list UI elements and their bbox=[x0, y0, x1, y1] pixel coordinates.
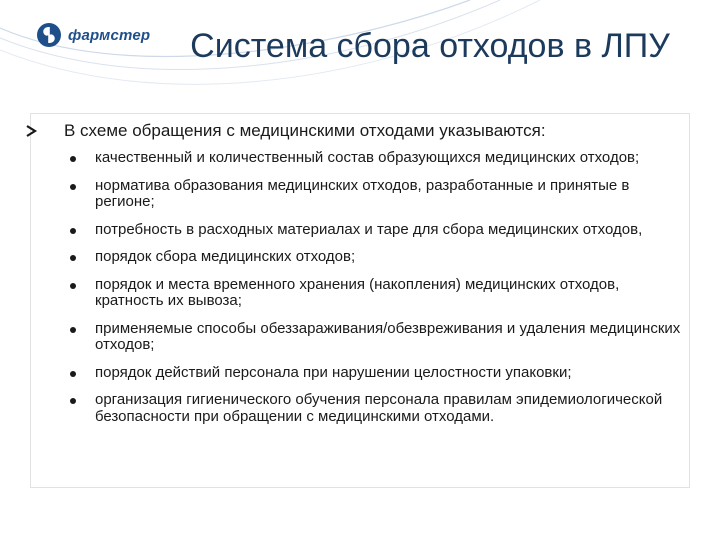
page-title: Система сбора отходов в ЛПУ bbox=[190, 27, 670, 65]
list-item bbox=[70, 178, 690, 211]
list-item bbox=[70, 365, 690, 382]
list-item-text: качественный и количественный состав образующихся медицинских отходов; bbox=[95, 149, 640, 166]
dot-bullet-icon bbox=[70, 255, 76, 261]
list-item-text: норматива образования медицинских отходов, разработанные и принятые в регионе; bbox=[95, 176, 630, 210]
dot-bullet-icon bbox=[70, 398, 76, 404]
logo-text: фармстер bbox=[68, 26, 151, 44]
list-item-text: порядок сбора медицинских отходов; bbox=[95, 248, 356, 265]
pharmaster-logo-icon bbox=[36, 22, 62, 48]
list-item-text: организация гигиенического обучения персонала правилам эпидемиологической безопасности при обращении с медицинскими отходами. bbox=[95, 391, 663, 425]
list-item-text: применяемые способы обеззараживания/обезвреживания и удаления медицинских отходов; bbox=[95, 319, 681, 353]
dot-bullet-icon bbox=[70, 283, 76, 289]
dot-bullet-icon bbox=[70, 371, 76, 377]
dot-bullet-icon bbox=[70, 156, 76, 162]
lead-text: В схеме обращения с медицинскими отходами указываются: bbox=[64, 121, 546, 140]
requirements-list bbox=[70, 150, 690, 436]
list-item bbox=[70, 249, 690, 266]
arrow-bullet-icon bbox=[24, 121, 40, 141]
dot-bullet-icon bbox=[70, 327, 76, 333]
list-item bbox=[70, 277, 690, 310]
pharmaster-logo bbox=[36, 22, 150, 48]
list-item-text: порядок действий персонала при нарушении целостности упаковки; bbox=[95, 363, 572, 381]
dot-bullet-icon bbox=[70, 184, 76, 190]
list-item bbox=[70, 321, 690, 354]
lead-paragraph bbox=[24, 121, 684, 141]
list-item bbox=[70, 222, 690, 239]
list-item-text: потребность в расходных материалах и таре для сбора медицинских отходов, bbox=[95, 220, 643, 238]
list-item-text: порядок и места временного хранения (накопления) медицинских отходов, кратность их вывоза; bbox=[95, 275, 620, 309]
list-item bbox=[70, 392, 690, 425]
list-item bbox=[70, 150, 690, 167]
dot-bullet-icon bbox=[70, 228, 76, 234]
